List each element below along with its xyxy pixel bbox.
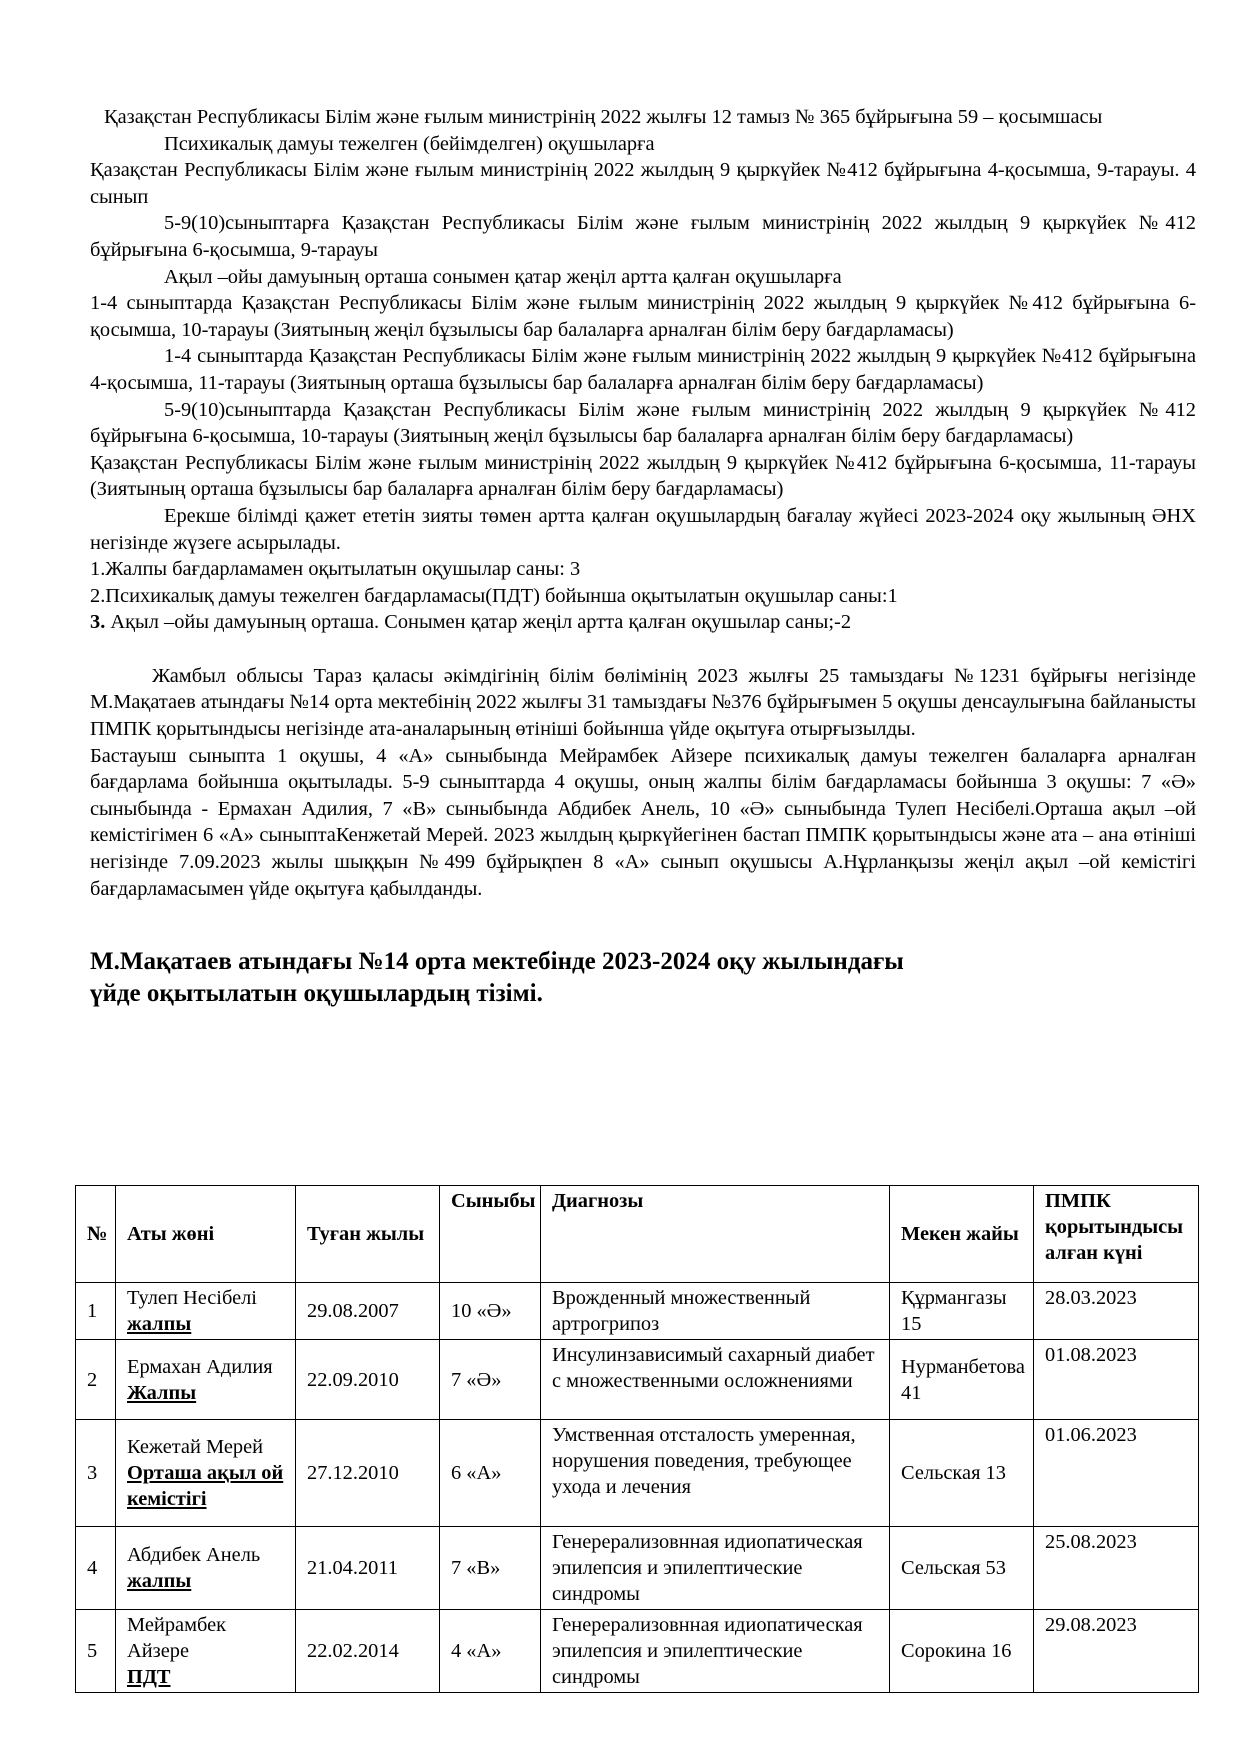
- cell-birth: 21.04.2011: [296, 1527, 440, 1610]
- cell-birth: 27.12.2010: [296, 1420, 440, 1527]
- section-heading-intellectual: Ақыл –ойы дамуының орташа сонымен қатар жеңіл артта қалған оқушыларға: [164, 265, 842, 288]
- cell-address: Сельская 13: [890, 1420, 1034, 1527]
- table-header-row: [76, 1186, 1199, 1283]
- cell-diagnosis: Инсулинзависимый сахарный диабет с множественными осложнениями: [541, 1340, 890, 1420]
- header-number: №: [76, 1186, 116, 1283]
- table-row: [76, 1420, 1199, 1527]
- cell-name: [116, 1340, 296, 1420]
- section-heading-pdt: Психикалық дамуы тежелген (бейімделген) оқушыларға: [164, 132, 655, 155]
- cell-pmpk-date: 28.03.2023: [1034, 1283, 1199, 1340]
- count-intellectual: [90, 609, 1196, 636]
- student-program: жалпы: [127, 1570, 192, 1592]
- cell-diagnosis: Генерерализовнная идиопатическая эпилепсия и эпилептические синдромы: [541, 1527, 890, 1610]
- table-row: [76, 1283, 1199, 1340]
- cell-number: 1: [76, 1283, 116, 1340]
- title-line-2: үйде оқытылатын оқушылардың тізімі.: [90, 980, 543, 1008]
- student-program: Жалпы: [127, 1381, 197, 1404]
- count-intellectual-text: Ақыл –ойы дамуының орташа. Сонымен қатар жеңіл артта қалған оқушылар саны;-2: [110, 611, 852, 634]
- student-name: Тулеп Несібелі: [127, 1287, 257, 1309]
- table-row: [76, 1340, 1199, 1420]
- cell-address: Сельская 53: [890, 1527, 1034, 1610]
- order-reference: Қазақстан Республикасы Білім және ғылым министрінің 2022 жылғы 12 тамыз № 365 бұйрығына 59 – қосымшасы: [104, 106, 1103, 128]
- cell-pmpk-date: 29.08.2023: [1034, 1610, 1199, 1693]
- cell-birth: 22.02.2014: [296, 1610, 440, 1693]
- cell-birth: 22.09.2010: [296, 1340, 440, 1420]
- table-row: [76, 1527, 1199, 1610]
- cell-name: [116, 1283, 296, 1340]
- cell-pmpk-date: 25.08.2023: [1034, 1527, 1199, 1610]
- title-line-1: М.Мақатаев атындағы №14 орта мектебінде 2023-2024 оқу жылындағы: [90, 948, 904, 976]
- cell-birth: 29.08.2007: [296, 1283, 440, 1340]
- cell-address: Нурманбетова 41: [890, 1340, 1034, 1420]
- student-name: Абдибек Анель: [127, 1544, 261, 1566]
- students-table: [75, 1185, 1199, 1693]
- cell-number: 3: [76, 1420, 116, 1527]
- table-row: [76, 1610, 1199, 1693]
- cell-diagnosis: Умственная отсталость умеренная, норушения поведения, требующее ухода и лечения: [541, 1420, 890, 1527]
- cell-name: [116, 1420, 296, 1527]
- header-birth-year: Туған жылы: [296, 1186, 440, 1283]
- header-pmpk-date: ПМПК қорытындысы алған күні: [1034, 1186, 1199, 1283]
- header-diagnosis: Диагнозы: [541, 1186, 890, 1283]
- paragraph-students-summary: Бастауыш сыныпта 1 оқушы, 4 «А» сыныбында Мейрамбек Айзере психикалық дамуы тежелген балаларға арналған бағдарлама бойынша оқытылады. 5-9 сыныптарда 4 оқушы, оның жалпы білім бағдарламасы бойынша 3 оқушы: 7 «Ә» сыныбында - Ермахан Адилия, 7 «В» сыныбында Абдибек Анель, 10 «Ә» сыныбында Тулеп Несібелі.Орташа ақыл –ой кемістігімен 6 «А» сыныптаКенжетай Мерей. 2023 жылдың қыркүйегінен бастап ПМПК қорытындысы және ата – ана өтініші негізінде 7.09.2023 жылы шыққын №499 бұйрықпен 8 «А» сынып оқушысы А.Нұрланқызы жеңіл ақыл –ой кемістігі бағдарламасымен үйде оқытуға қабылданды.: [90, 744, 1196, 900]
- cell-address: Сорокина 16: [890, 1610, 1034, 1693]
- cell-number: 4: [76, 1527, 116, 1610]
- paragraph-moderate-1-4: 1-4 сыныптарда Қазақстан Республикасы Білім және ғылым министрінің 2022 жылдың 9 қыркүйек №412 бұйрығына 4-қосымша, 11-тарауы (Зиятының орташа бұзылысы бар балаларға арналған білім беру бағдарламасы): [90, 345, 1196, 394]
- paragraph-pdt-grade5-9: 5-9(10)сыныптарға Қазақстан Республикасы Білім және ғылым министрінің 2022 жылдың 9 қыркүйек №412 бұйрығына 6-қосымша, 9-тарауы: [90, 212, 1196, 261]
- student-name: Ермахан Адилия: [127, 1355, 273, 1378]
- paragraph-mild-5-9: 5-9(10)сыныптарда Қазақстан Республикасы Білім және ғылым министрінің 2022 жылдың 9 қыркүйек №412 бұйрығына 6-қосымша, 10-тарауы (Зиятының жеңіл бұзылысы бар балаларға арналған білім беру бағдарламасы): [90, 398, 1196, 448]
- page-title: [90, 946, 1196, 1010]
- cell-address: Құрмангазы 15: [890, 1283, 1034, 1340]
- cell-name: [116, 1527, 296, 1610]
- cell-class: 7 «Ә»: [440, 1340, 541, 1420]
- cell-class: 4 «А»: [440, 1610, 541, 1693]
- student-name: Мейрамбек Айзере: [127, 1614, 227, 1662]
- cell-number: 2: [76, 1340, 116, 1420]
- paragraph-assessment: Ерекше білімді қажет ететін зияты төмен артта қалған оқушылардың бағалау жүйесі 2023-2024 оқу жылының ӘНХ негізінде жүзеге асырылады.: [90, 504, 1196, 554]
- student-name: Кежетай Мерей: [127, 1436, 264, 1458]
- student-program: Орташа ақыл ой кемістігі: [127, 1462, 284, 1510]
- header-class: Сыныбы: [440, 1186, 541, 1283]
- cell-diagnosis: Врожденный множественный артрогрипоз: [541, 1283, 890, 1340]
- paragraph-moderate-program: Қазақстан Республикасы Білім және ғылым министрінің 2022 жылдың 9 қыркүйек №412 бұйрығына 6-қосымша, 11-тарауы (Зиятының орташа бұзылысы бар балаларға арналған білім беру бағдарламасы): [90, 451, 1196, 501]
- cell-class: 6 «А»: [440, 1420, 541, 1527]
- item-number: 3.: [90, 611, 106, 634]
- student-program: жалпы: [127, 1313, 192, 1335]
- cell-pmpk-date: 01.08.2023: [1034, 1340, 1199, 1420]
- cell-diagnosis: Генерерализовнная идиопатическая эпилепсия и эпилептические синдромы: [541, 1610, 890, 1693]
- paragraph-mild-1-4: 1-4 сыныптарда Қазақстан Республикасы Білім және ғылым министрінің 2022 жылдың 9 қыркүйек №412 бұйрығына 6-қосымша, 10-тарауы (Зиятының жеңіл бұзылысы бар балаларға арналған білім беру бағдарламасы): [90, 292, 1196, 341]
- count-general: 1.Жалпы бағдарламамен оқытылатын оқушылар саны: 3: [90, 558, 581, 581]
- cell-pmpk-date: 01.06.2023: [1034, 1420, 1199, 1527]
- count-pdt: 2.Психикалық дамуы тежелген бағдарламасы(ПДТ) бойынша оқытылатын оқушылар саны:1: [90, 584, 898, 607]
- cell-number: 5: [76, 1610, 116, 1693]
- paragraph-pdt-grade4: Қазақстан Республикасы Білім және ғылым министрінің 2022 жылдың 9 қыркүйек №412 бұйрығына 4-қосымша, 9-тарауы. 4 сынып: [90, 159, 1196, 208]
- header-name: Аты жөні: [116, 1186, 296, 1283]
- cell-class: 10 «Ә»: [440, 1283, 541, 1340]
- cell-name: [116, 1610, 296, 1693]
- paragraph-order-basis: Жамбыл облысы Тараз қаласы әкімдігінің білім бөлімінің 2023 жылғы 25 тамыздағы №1231 бұйрығы негізінде М.Мақатаев атындағы №14 орта мектебінің 2022 жылғы 31 тамыздағы №376 бұйрығымен 5 оқушы денсаулығына байланысты ПМПК қорытындысы негізінде ата-аналарының өтініші бойынша үйде оқытуға отырғызылды.: [90, 664, 1197, 741]
- cell-class: 7 «В»: [440, 1527, 541, 1610]
- student-program: ПДТ: [127, 1666, 171, 1688]
- document-body: [90, 104, 1196, 1010]
- header-address: Мекен жайы: [890, 1186, 1034, 1283]
